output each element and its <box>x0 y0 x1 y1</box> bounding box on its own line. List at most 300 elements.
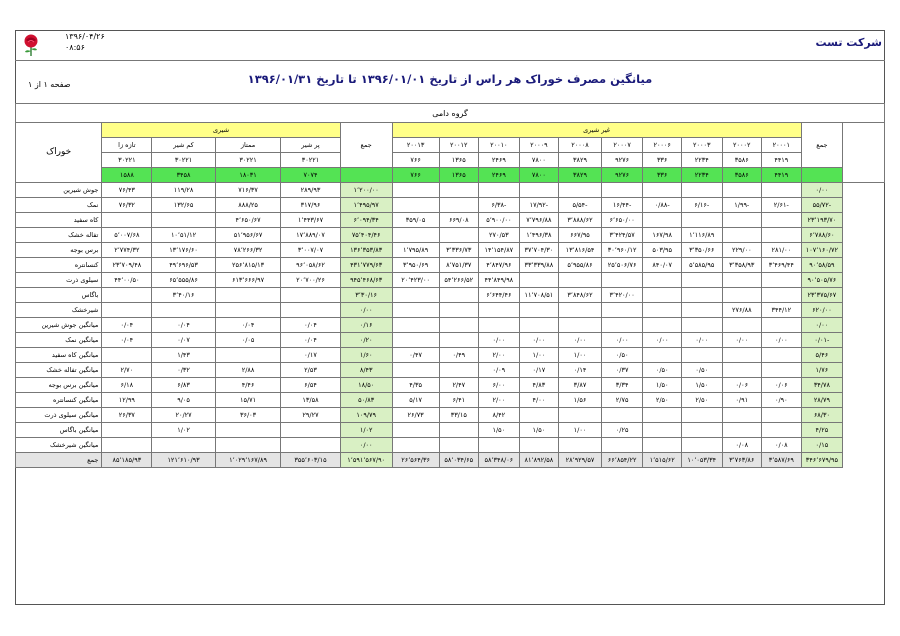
nonmilking-value: ۲/۴۷ <box>439 378 479 393</box>
print-date: ۱۳۹۶/۰۴/۲۶ <box>65 32 105 41</box>
nonmilking-value: ۳۴۴/۱۲ <box>762 303 802 318</box>
nonmilking-value <box>601 303 643 318</box>
milking-value: ۰/۱۷ <box>281 348 340 363</box>
nonmilking-value <box>643 408 682 423</box>
row-label: میانگین جوش شیرین <box>16 318 102 333</box>
nonmilking-value <box>439 333 479 348</box>
nonmilking-col-count: ۳۳۶ <box>643 153 682 168</box>
nonmilking-value: ۰/۹۰ <box>762 393 802 408</box>
milking-value: ۰/۰۴ <box>102 333 152 348</box>
nonmilking-value <box>643 348 682 363</box>
print-time: ۰۸:۵۶ <box>65 43 85 52</box>
milking-value <box>281 288 340 303</box>
nonmilking-value: ۰/۸۸- <box>643 198 682 213</box>
nonmilking-value: ۲۵٬۵۰۶/۷۶ <box>601 258 643 273</box>
rose-logo-icon <box>20 33 42 57</box>
nonmilking-value <box>681 348 722 363</box>
nonmilking-col-code: ۲۰۰۰۸ <box>559 138 602 153</box>
milking-value: ۱٬۰۲۹٬۱۶۷/۸۹ <box>215 453 281 468</box>
milking-row-total: ۱/۰۲ <box>340 423 392 438</box>
nonmilking-value <box>559 318 602 333</box>
nonmilking-value: ۵٬۵۸۵/۹۵ <box>681 258 722 273</box>
nonmilking-value: ۶/۳۸- <box>479 198 520 213</box>
nonmilking-col-count-green: ۳۳۶ <box>643 168 682 183</box>
milking-value: ۷۶/۳۲ <box>102 198 152 213</box>
milking-value <box>281 303 340 318</box>
nonmilking-value: ۵٬۹۵۵/۸۶ <box>559 258 602 273</box>
milking-value <box>215 438 281 453</box>
nonmilking-value <box>681 408 722 423</box>
nonmilking-value <box>439 288 479 303</box>
milking-value <box>215 288 281 303</box>
nonmilking-value <box>762 363 802 378</box>
nonmilking-value: ۲/۶۱- <box>762 198 802 213</box>
nonmilking-value: ۱۶۷/۹۸ <box>643 228 682 243</box>
milking-value <box>281 438 340 453</box>
milking-value: ۱۳۲/۶۵ <box>152 198 215 213</box>
nonmilking-value <box>722 348 762 363</box>
milking-row-total: ۴۳۱٬۷۷۹/۶۳ <box>340 258 392 273</box>
milking-value: ۰/۰۷ <box>152 333 215 348</box>
nonmilking-value <box>392 333 439 348</box>
nonmilking-value: ۰/۰۶ <box>762 378 802 393</box>
table-row <box>16 273 885 288</box>
row-label: میانگین برس بوجه <box>16 378 102 393</box>
nonmilking-value: ۶/۱۶- <box>681 198 722 213</box>
nonmilking-value <box>643 303 682 318</box>
header-divider <box>15 60 885 61</box>
milking-row-total: ۵۰/۸۳ <box>340 393 392 408</box>
milking-value: ۱۵/۷۱ <box>215 393 281 408</box>
nonmilking-value <box>479 438 520 453</box>
nonmilking-row-total: ۶۸/۳۰ <box>801 408 843 423</box>
row-label: میانگین سیلوی ذرت <box>16 408 102 423</box>
milking-value: ۳۶/۰۳ <box>215 408 281 423</box>
nonmilking-value: ۰/۲۵ <box>601 423 643 438</box>
nonmilking-value: ۶۶۷/۹۵ <box>559 228 602 243</box>
nonmilking-value: ۳۳/۱۵ <box>439 408 479 423</box>
milking-value: ۳٬۴۰/۱۶ <box>152 288 215 303</box>
nonmilking-value <box>762 288 802 303</box>
nonmilking-value: ۵۰۳/۹۵ <box>643 243 682 258</box>
table-row <box>16 423 885 438</box>
nonmilking-value: ۸۱٬۸۹۲/۵۸ <box>519 453 559 468</box>
nonmilking-value <box>479 318 520 333</box>
nonmilking-value: ۴٬۸۴۷/۹۶ <box>479 258 520 273</box>
milking-row-total: ۹۴۵٬۴۶۸/۶۳ <box>340 273 392 288</box>
nonmilking-value: ۱/۵۰ <box>681 378 722 393</box>
milking-value: ۲/۸۸ <box>215 363 281 378</box>
milking-value: ۲۳٬۷۰۹/۴۸ <box>102 258 152 273</box>
milking-value: ۱٬۴۴۳/۶۷ <box>281 213 340 228</box>
milking-row-total: ۸/۴۳ <box>340 363 392 378</box>
nonmilking-value <box>519 183 559 198</box>
milking-value <box>215 348 281 363</box>
nonmilking-value: ۳۳٬۳۳۹/۸۸ <box>519 258 559 273</box>
nonmilking-value: ۰/۱۴ <box>559 363 602 378</box>
milking-col-count: ۷۰۷۴ <box>281 168 340 183</box>
nonmilking-value <box>392 288 439 303</box>
nonmilking-value <box>519 408 559 423</box>
milking-value <box>215 423 281 438</box>
milking-value: ۲۰/۲۷ <box>152 408 215 423</box>
report-table <box>15 103 885 468</box>
milking-value: ۹/۰۵ <box>152 393 215 408</box>
milking-value: ۳٬۰۰۷/۰۷ <box>281 243 340 258</box>
milking-value: ۱۱۹/۲۸ <box>152 183 215 198</box>
nonmilking-value: ۶۶۹/۰۸ <box>439 213 479 228</box>
nonmilking-row-total: ۲۳٬۳۷۵/۶۷ <box>801 288 843 303</box>
milking-value: ۵٬۰۰۷/۶۸ <box>102 228 152 243</box>
nonmilking-value: ۱٬۵۱۵/۶۲ <box>643 453 682 468</box>
milking-row-total: ۰/۱۶ <box>340 318 392 333</box>
row-label: میانگین کاه سفید <box>16 348 102 363</box>
nonmilking-value: ۲۲۹/۰۰ <box>722 243 762 258</box>
nonmilking-value: ۱/۰۰ <box>519 348 559 363</box>
nonmilking-col-code: ۲۰۰۱۳ <box>392 138 439 153</box>
nonmilking-value <box>601 318 643 333</box>
nonmilking-value <box>722 213 762 228</box>
nonmilking-row-total: ۲۸/۷۹ <box>801 393 843 408</box>
nonmilking-value: ۱/۵۰ <box>519 423 559 438</box>
row-label: سیلوی ذرت <box>16 273 102 288</box>
nonmilking-value: ۰/۰۸ <box>762 438 802 453</box>
nonmilking-value <box>762 183 802 198</box>
milking-value: ۵۱٬۹۵۶/۶۷ <box>215 228 281 243</box>
table-row <box>16 258 885 273</box>
nonmilking-value <box>392 363 439 378</box>
nonmilking-value: ۳٬۴۶۹/۴۴ <box>762 258 802 273</box>
nonmilking-value: ۰/۴۹ <box>439 348 479 363</box>
nonmilking-row-total: ۳۴/۷۸ <box>801 378 843 393</box>
milking-value: ۰/۳۲ <box>152 363 215 378</box>
nonmilking-value <box>643 288 682 303</box>
table-row <box>16 333 885 348</box>
milking-value: ۴۴٬۰۰/۵۰ <box>102 273 152 288</box>
milking-value: ۳۱۷/۹۶ <box>281 198 340 213</box>
nonmilking-col-code: ۲۰۰۱۰ <box>479 138 520 153</box>
nonmilking-value <box>762 213 802 228</box>
milking-value: ۲۸۹/۹۳ <box>281 183 340 198</box>
nonmilking-value: ۱۶/۴۴- <box>601 198 643 213</box>
nonmilking-value <box>681 213 722 228</box>
row-label: شیرخشک <box>16 303 102 318</box>
nonmilking-value: ۰/۱۷ <box>519 363 559 378</box>
nonmilking-value: ۰/۰۰ <box>681 333 722 348</box>
milking-row-total: ۱/۶۰ <box>340 348 392 363</box>
table-row <box>16 438 885 453</box>
nonmilking-value: ۳/۳۴ <box>601 378 643 393</box>
nonmilking-col-code: ۲۰۰۰۲ <box>722 138 762 153</box>
nonmilking-col-count-green: ۹۲۷۶ <box>601 168 643 183</box>
nonmilking-value: ۱۷/۹۲- <box>519 198 559 213</box>
milking-row-total: ۱۰۹/۷۹ <box>340 408 392 423</box>
nonmilking-value: ۳٬۴۲۴/۵۷ <box>601 228 643 243</box>
milking-col-code: ۳۰۲۲۱ <box>215 153 281 168</box>
nonmilking-row-total: ۹۰٬۵۰۵/۷۶ <box>801 273 843 288</box>
milking-value: ۶۵٬۵۵۵/۸۶ <box>152 273 215 288</box>
nonmilking-value: ۲۷۰/۵۳ <box>479 228 520 243</box>
nonmilking-value <box>722 408 762 423</box>
nonmilking-value: ۱٬۱۱۶/۸۹ <box>681 228 722 243</box>
nonmilking-value <box>601 273 643 288</box>
nonmilking-col-count: ۱۳۶۵ <box>439 153 479 168</box>
milking-value: ۹۶٬۰۵۸/۶۲ <box>281 258 340 273</box>
nonmilking-row-total: ۱۰۷٬۱۶۰/۷۲ <box>801 243 843 258</box>
nonmilking-value <box>762 228 802 243</box>
nonmilking-value <box>439 198 479 213</box>
nonmilking-value <box>559 303 602 318</box>
milking-count-spacer <box>340 168 392 183</box>
milking-value: ۶/۵۴ <box>281 378 340 393</box>
nonmilking-col-code: ۲۰۰۰۶ <box>643 138 682 153</box>
milking-value <box>152 438 215 453</box>
milking-value <box>102 288 152 303</box>
nonmilking-value: ۲۶/۷۳ <box>392 408 439 423</box>
nonmilking-value <box>519 273 559 288</box>
nonmilking-value: ۳۷٬۷۰۴/۳۰ <box>519 243 559 258</box>
nonmilking-value <box>479 183 520 198</box>
nonmilking-value: ۶/۴۱ <box>439 393 479 408</box>
nonmilking-count-spacer <box>801 168 843 183</box>
milking-value: ۷۱۶/۳۷ <box>215 183 281 198</box>
row-label: میانگین تفاله خشک <box>16 363 102 378</box>
nonmilking-value: ۲۶٬۵۶۴/۳۶ <box>392 453 439 468</box>
milking-value <box>152 213 215 228</box>
nonmilking-value: ۵۴٬۲۶۶/۵۲ <box>439 273 479 288</box>
nonmilking-value: ۳٬۳۵۸/۹۳ <box>722 258 762 273</box>
nonmilking-value: ۶۶٬۸۵۴/۲۲ <box>601 453 643 468</box>
nonmilking-row-total: ۰/۰۰ <box>801 318 843 333</box>
nonmilking-col-code: ۲۰۰۰۹ <box>519 138 559 153</box>
print-datetime <box>65 31 105 53</box>
milking-value: ۲۶/۳۷ <box>102 408 152 423</box>
nonmilking-row-total: ۲۳٬۱۹۳/۷۰ <box>801 213 843 228</box>
nonmilking-value: ۰/۰۰ <box>643 333 682 348</box>
nonmilking-value: ۳٬۸۴۸/۶۲ <box>559 288 602 303</box>
nonmilking-value: ۶٬۶۵۰/۰۰ <box>601 213 643 228</box>
nonmilking-row-total: ۵/۴۶ <box>801 348 843 363</box>
milking-col-name: کم شیر <box>152 138 215 153</box>
nonmilking-value <box>392 183 439 198</box>
nonmilking-value <box>439 438 479 453</box>
nonmilking-value <box>643 423 682 438</box>
report-title: میانگین مصرف خوراک هر راس از تاریخ ۱۳۹۶/۰۱/۰۱ تا تاریخ ۱۳۹۶/۰۱/۳۱ <box>247 72 653 86</box>
nonmilking-col-code: ۲۰۰۰۷ <box>601 138 643 153</box>
nonmilking-value: ۰/۹۱ <box>722 393 762 408</box>
nonmilking-value: ۲۸٬۹۲۹/۵۷ <box>559 453 602 468</box>
nonmilking-value: ۳/۸۷ <box>559 378 602 393</box>
row-label: میانگین باگاس <box>16 423 102 438</box>
milking-value: ۲٬۷۷۴/۳۲ <box>102 243 152 258</box>
nonmilking-col-count-green: ۱۳۶۵ <box>439 168 479 183</box>
nonmilking-value: ۱/۰۰ <box>559 423 602 438</box>
nonmilking-value: ۶٬۶۴۴/۴۶ <box>479 288 520 303</box>
nonmilking-value: ۰/۰۰ <box>559 333 602 348</box>
nonmilking-col-count: ۲۲۳۴ <box>681 153 722 168</box>
table-row <box>16 243 885 258</box>
nonmilking-value: ۲/۵۰ <box>681 393 722 408</box>
milking-row-total: ۱٬۵۹۱٬۵۶۷/۹۰ <box>340 453 392 468</box>
nonmilking-value <box>392 228 439 243</box>
nonmilking-value <box>681 273 722 288</box>
nonmilking-value <box>601 438 643 453</box>
nonmilking-value: ۲۸۱/۰۰ <box>762 243 802 258</box>
nonmilking-value <box>762 408 802 423</box>
row-label: کنسانتره <box>16 258 102 273</box>
milking-value: ۲/۷۰ <box>102 363 152 378</box>
nonmilking-row-total: ۰/۱۵ <box>801 438 843 453</box>
nonmilking-value <box>559 438 602 453</box>
nonmilking-value: ۳۰٬۹۶۰/۱۲ <box>601 243 643 258</box>
nonmilking-value <box>601 183 643 198</box>
milking-col-name: ممتاز <box>215 138 281 153</box>
nonmilking-value: ۳٬۳۳۶/۷۳ <box>439 243 479 258</box>
milking-value: ۱۰٬۵۱/۱۲ <box>152 228 215 243</box>
nonmilking-value <box>762 348 802 363</box>
nonmilking-value: ۳٬۸۸۸/۶۲ <box>559 213 602 228</box>
milking-row-total: ۳٬۳۰/۱۶ <box>340 288 392 303</box>
milking-value <box>281 423 340 438</box>
milking-total-header: جمع <box>340 123 392 168</box>
milking-col-count: ۱۵۸۸ <box>102 168 152 183</box>
milking-value <box>102 303 152 318</box>
milking-value <box>102 438 152 453</box>
milking-row-total: ۶٬۰۹۴/۳۴ <box>340 213 392 228</box>
nonmilking-value <box>681 318 722 333</box>
nonmilking-value <box>392 318 439 333</box>
nonmilking-value: ۲/۰۰ <box>479 348 520 363</box>
milking-col-code: ۳۰۲۲۱ <box>152 153 215 168</box>
row-label: نمک <box>16 198 102 213</box>
nonmilking-value: ۰/۰۰ <box>762 333 802 348</box>
nonmilking-value: ۱٬۷۹۵/۸۹ <box>392 243 439 258</box>
milking-row-total: ۱٬۲۰۰/۰۰ <box>340 183 392 198</box>
nonmilking-col-count-green: ۳۸۲۹ <box>559 168 602 183</box>
row-label: میانگین شیرخشک <box>16 438 102 453</box>
table-row <box>16 318 885 333</box>
nonmilking-col-count-green: ۲۴۶۹ <box>479 168 520 183</box>
nonmilking-value: ۱/۵۰ <box>643 378 682 393</box>
nonmilking-value <box>722 183 762 198</box>
milking-value <box>102 213 152 228</box>
milking-value: ۲/۵۳ <box>281 363 340 378</box>
nonmilking-total-header: جمع <box>801 123 843 168</box>
nonmilking-value: ۳۵۹/۰۵ <box>392 213 439 228</box>
nonmilking-value <box>559 183 602 198</box>
nonmilking-value <box>643 273 682 288</box>
nonmilking-col-count-green: ۷۸۰۰ <box>519 168 559 183</box>
nonmilking-value <box>722 363 762 378</box>
nonmilking-value <box>439 318 479 333</box>
nonmilking-row-total: ۳۴۶٬۶۷۹/۹۵ <box>801 453 843 468</box>
row-label: باگاس <box>16 288 102 303</box>
milking-value: ۴٬۶۵۰/۶۷ <box>215 213 281 228</box>
nonmilking-value <box>722 228 762 243</box>
table-row <box>16 378 885 393</box>
milking-value: ۲۹/۲۷ <box>281 408 340 423</box>
milking-value: ۰/۰۴ <box>281 318 340 333</box>
nonmilking-col-code: ۲۰۰۰۳ <box>681 138 722 153</box>
table-row <box>16 213 885 228</box>
table-row <box>16 288 885 303</box>
nonmilking-value: ۸۴۰/۰۷ <box>643 258 682 273</box>
nonmilking-col-count: ۹۲۷۶ <box>601 153 643 168</box>
nonmilking-col-count: ۷۶۶ <box>392 153 439 168</box>
milking-value <box>152 303 215 318</box>
table-row <box>16 348 885 363</box>
nonmilking-value: ۳٬۴۲۰/۰۰ <box>601 288 643 303</box>
nonmilking-value <box>681 423 722 438</box>
nonmilking-value: ۵/۱۷ <box>392 393 439 408</box>
milking-group-header: شیری <box>102 123 340 138</box>
nonmilking-value: ۷٬۷۹۶/۸۸ <box>519 213 559 228</box>
nonmilking-value <box>601 408 643 423</box>
nonmilking-col-count: ۴۴۱۹ <box>762 153 802 168</box>
nonmilking-col-code: ۲۰۰۱۲ <box>439 138 479 153</box>
milking-value: ۶۱۳٬۶۶۶/۹۷ <box>215 273 281 288</box>
row-label: تفاله خشک <box>16 228 102 243</box>
nonmilking-row-total: ۶٬۷۸۸/۶۰ <box>801 228 843 243</box>
milking-value <box>215 303 281 318</box>
nonmilking-row-total: ۹۰٬۵۸/۵۹ <box>801 258 843 273</box>
milking-col-name: پر شیر <box>281 138 340 153</box>
nonmilking-value: ۱۱٬۷۰۸/۵۱ <box>519 288 559 303</box>
nonmilking-value <box>643 438 682 453</box>
table-row <box>16 228 885 243</box>
milking-value: ۱/۴۳ <box>152 348 215 363</box>
nonmilking-value: ۳٬۳۵۰/۶۶ <box>681 243 722 258</box>
nonmilking-value <box>762 273 802 288</box>
nonmilking-value: ۲/۵۰ <box>643 393 682 408</box>
nonmilking-value <box>722 288 762 303</box>
nonmilking-value: ۴/۸۳ <box>519 378 559 393</box>
nonmilking-value: ۰/۰۰ <box>519 333 559 348</box>
nonmilking-value <box>439 363 479 378</box>
nonmilking-value: ۲۷۶/۸۸ <box>722 303 762 318</box>
table-row <box>16 393 885 408</box>
nonmilking-value <box>519 318 559 333</box>
table-row <box>16 198 885 213</box>
milking-row-total: ۰/۰۰ <box>340 438 392 453</box>
milking-value: ۴/۴۶ <box>215 378 281 393</box>
milking-row-total: ۱۸/۵۰ <box>340 378 392 393</box>
row-label: جمع <box>16 453 102 468</box>
nonmilking-value <box>519 303 559 318</box>
nonmilking-value: ۰/۳۷ <box>601 363 643 378</box>
row-label: میانگین کنسانتره <box>16 393 102 408</box>
row-label: جوش شیرین <box>16 183 102 198</box>
milking-value: ۱/۰۲ <box>152 423 215 438</box>
nonmilking-value: ۶/۰۰ <box>479 378 520 393</box>
nonmilking-value: ۱/۵۶ <box>559 393 602 408</box>
feed-header: خوراک <box>16 123 102 183</box>
nonmilking-value: ۰/۵۰ <box>643 363 682 378</box>
nonmilking-col-code: ۲۰۰۰۱ <box>762 138 802 153</box>
milking-row-total: ۱٬۴۹۵/۹۷ <box>340 198 392 213</box>
nonmilking-col-count-green: ۳۵۸۶ <box>722 168 762 183</box>
table-row <box>16 183 885 198</box>
nonmilking-value: ۵٬۹۰۰/۰۰ <box>479 213 520 228</box>
nonmilking-value: ۰/۵۰ <box>601 348 643 363</box>
nonmilking-value <box>681 438 722 453</box>
milking-value: ۰/۰۴ <box>102 318 152 333</box>
nonmilking-value: ۱۰٬۰۵۳/۳۴ <box>681 453 722 468</box>
milking-col-count: ۳۴۵۸ <box>152 168 215 183</box>
nonmilking-value <box>439 183 479 198</box>
milking-value: ۱۲/۹۹ <box>102 393 152 408</box>
nonmilking-col-count: ۳۸۲۹ <box>559 153 602 168</box>
